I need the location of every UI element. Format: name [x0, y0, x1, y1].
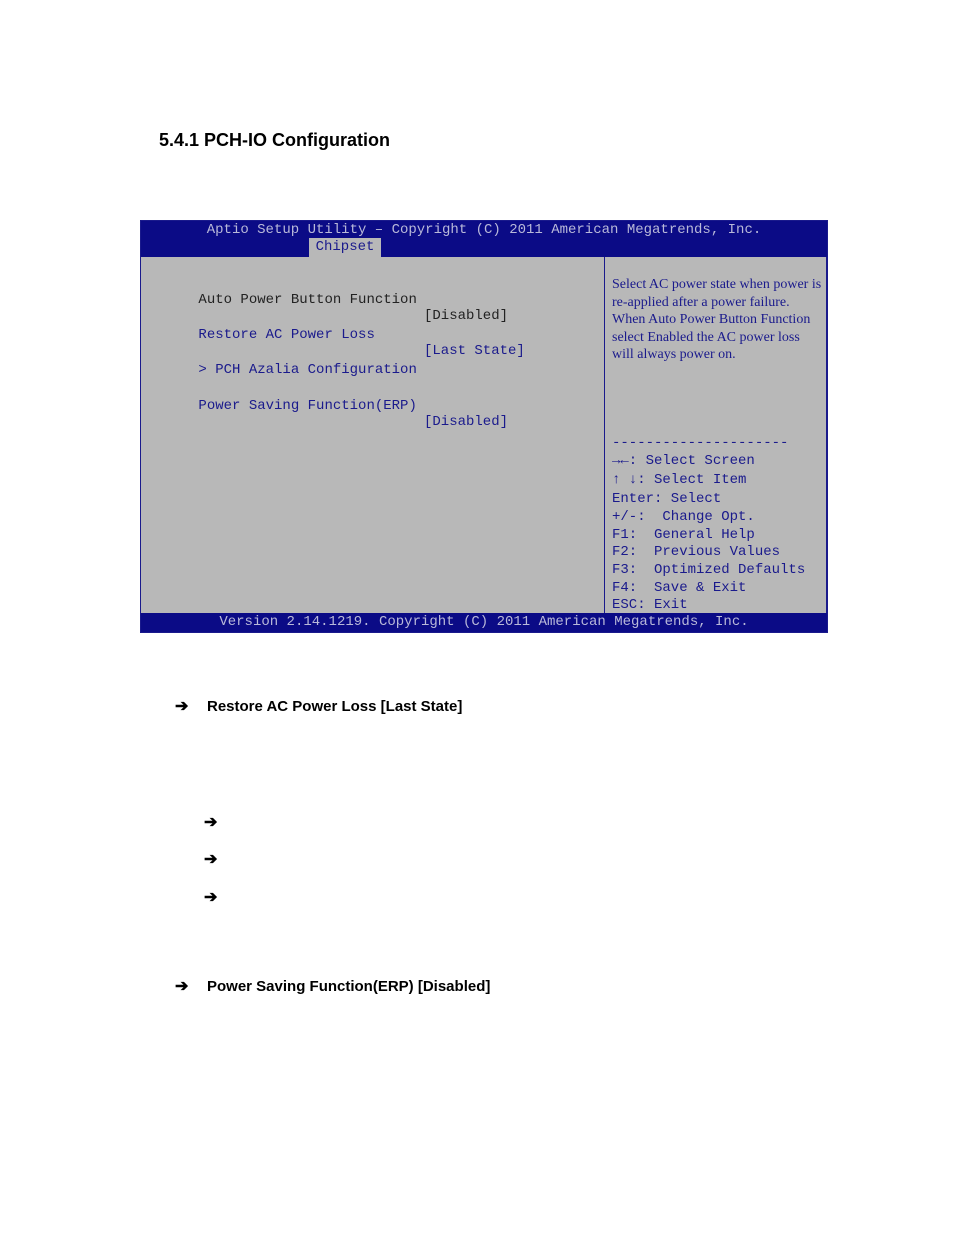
key-hint: +/-: Change Opt.: [612, 509, 755, 525]
tab-chipset[interactable]: Chipset: [309, 238, 381, 257]
section-heading: 5.4.1 PCH-IO Configuration: [159, 130, 391, 150]
key-hint: →←: Select Screen: [612, 453, 755, 469]
bullet-power-saving: [175, 976, 490, 996]
bullet-restore-ac: [175, 696, 462, 716]
key-hint: ↑ ↓: Select Item: [612, 472, 747, 488]
setting-label: Auto Power Button Function: [198, 292, 417, 308]
key-hint: F4: Save & Exit: [612, 580, 747, 596]
key-hint: F3: Optimized Defaults: [612, 562, 806, 578]
bullet-text: Restore AC Power Loss [Last State]: [207, 697, 463, 715]
arrow-icon: ➔: [175, 978, 189, 995]
setting-label: > PCH Azalia Configuration: [198, 362, 417, 378]
setting-value[interactable]: [Last State]: [424, 343, 525, 359]
bullet-text: Power Saving Function(ERP) [Disabled]: [207, 977, 491, 995]
setting-power-saving-erp[interactable]: [148, 382, 509, 446]
bios-settings-panel: [141, 257, 605, 613]
setting-value[interactable]: [Disabled]: [424, 414, 509, 430]
bios-footer: Version 2.14.1219. Copyright (C) 2011 American Megatrends, Inc.: [141, 613, 827, 632]
bios-help-panel: [604, 257, 827, 613]
key-hint: F1: General Help: [612, 527, 755, 543]
arrow-icon: ➔: [204, 889, 218, 906]
key-hint: ESC: Exit: [612, 597, 688, 613]
arrow-icon: ➔: [204, 814, 218, 831]
arrow-icon: ➔: [204, 851, 218, 868]
setting-label: Power Saving Function(ERP): [198, 398, 417, 414]
setting-value[interactable]: [Disabled]: [424, 308, 509, 324]
bios-header: [141, 221, 827, 257]
setting-label: Restore AC Power Loss: [198, 327, 375, 343]
arrow-icon: ➔: [175, 698, 189, 715]
key-hint: Enter: Select: [612, 491, 722, 507]
key-hint: F2: Previous Values: [612, 544, 781, 560]
bios-title: Aptio Setup Utility – Copyright (C) 2011 American Megatrends, Inc.: [206, 222, 762, 238]
bios-screenshot: [140, 220, 828, 633]
help-divider: ---------------------: [612, 435, 789, 451]
help-description: Select AC power state when power is re-applied after a power failure. When Auto Power Button Function select Enabled the AC power loss will always power on.: [612, 277, 822, 363]
